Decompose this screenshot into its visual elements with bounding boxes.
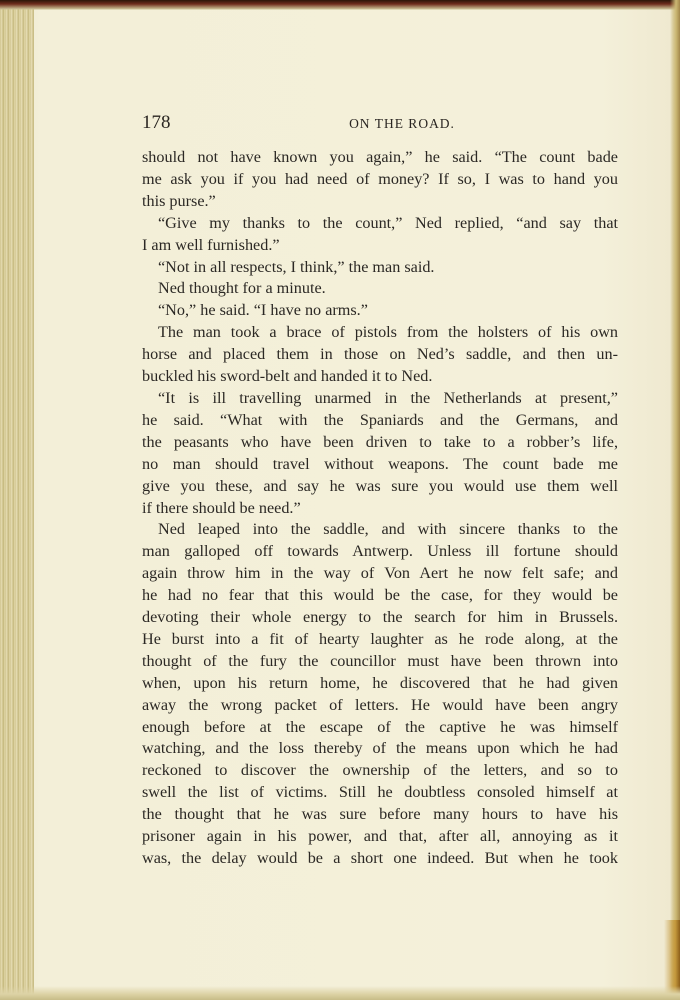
text-line: horse and placed them in those on Ned’s saddle, and then un- bbox=[142, 345, 618, 364]
page-right-edge bbox=[670, 0, 680, 1000]
page-number: 178 bbox=[142, 112, 171, 133]
text-line: thought of the fury the councillor must have been thrown into bbox=[142, 651, 618, 670]
text-line: again throw him in the way of Von Aert he now felt safe; and bbox=[142, 564, 618, 583]
text-line: should not have known you again,” he said. “The count bade bbox=[142, 148, 618, 166]
text-line: man galloped off towards Antwerp. Unless ill fortune should bbox=[142, 542, 618, 561]
text-line: me ask you if you had need of money? If so, I was to hand you bbox=[142, 169, 618, 188]
text-line: was, the delay would be a short one indeed. But when he took bbox=[142, 849, 618, 867]
text-line: he had no fear that this would be the case, for they would be bbox=[142, 586, 618, 605]
page-header bbox=[142, 112, 618, 138]
text-line: this purse.” bbox=[142, 191, 216, 210]
text-line: enough before at the escape of the captive he was himself bbox=[142, 717, 618, 736]
page-bottom-edge bbox=[0, 986, 680, 1000]
text-line: give you these, and say he was sure you would use them well bbox=[142, 476, 618, 495]
text-line: buckled his sword-belt and handed it to Ned. bbox=[142, 367, 433, 386]
page-stack-edge bbox=[0, 0, 34, 1000]
text-line: He burst into a fit of hearty laughter as he rode along, at the bbox=[142, 629, 618, 648]
text-line: away the wrong packet of letters. He would have been angry bbox=[142, 695, 618, 714]
text-line: he said. “What with the Spaniards and the Germans, and bbox=[142, 410, 618, 429]
text-line: I am well furnished.” bbox=[142, 235, 280, 254]
book-cover-edge bbox=[0, 0, 680, 10]
text-line: reckoned to discover the ownership of the letters, and so to bbox=[142, 761, 618, 780]
text-line: the peasants who have been driven to take to a robber’s life, bbox=[142, 432, 618, 451]
text-line: “It is ill travelling unarmed in the Netherlands at present,” bbox=[158, 388, 618, 407]
text-line: if there should be need.” bbox=[142, 498, 301, 517]
body-text bbox=[142, 147, 618, 870]
text-line: prisoner again in his power, and that, after all, annoying as it bbox=[142, 827, 618, 846]
text-line: “Give my thanks to the count,” Ned replied, “and say that bbox=[158, 213, 618, 232]
text-line: watching, and the loss thereby of the means upon which he had bbox=[142, 739, 618, 758]
text-line: Ned thought for a minute. bbox=[158, 279, 326, 298]
text-line: no man should travel without weapons. The count bade me bbox=[142, 454, 618, 473]
text-line: swell the list of victims. Still he doubtless consoled himself at bbox=[142, 783, 618, 802]
text-line: devoting their whole energy to the search for him in Brussels. bbox=[142, 608, 618, 627]
text-line: The man took a brace of pistols from the holsters of his own bbox=[158, 323, 618, 342]
text-line: Ned leaped into the saddle, and with sincere thanks to the bbox=[158, 520, 618, 539]
text-line: when, upon his return home, he discovered that he had given bbox=[142, 673, 618, 692]
text-line: the thought that he was sure before many hours to have his bbox=[142, 805, 618, 824]
text-line: “No,” he said. “I have no arms.” bbox=[158, 301, 368, 320]
running-head: ON THE ROAD. bbox=[349, 116, 455, 131]
text-line: “Not in all respects, I think,” the man said. bbox=[158, 257, 435, 276]
